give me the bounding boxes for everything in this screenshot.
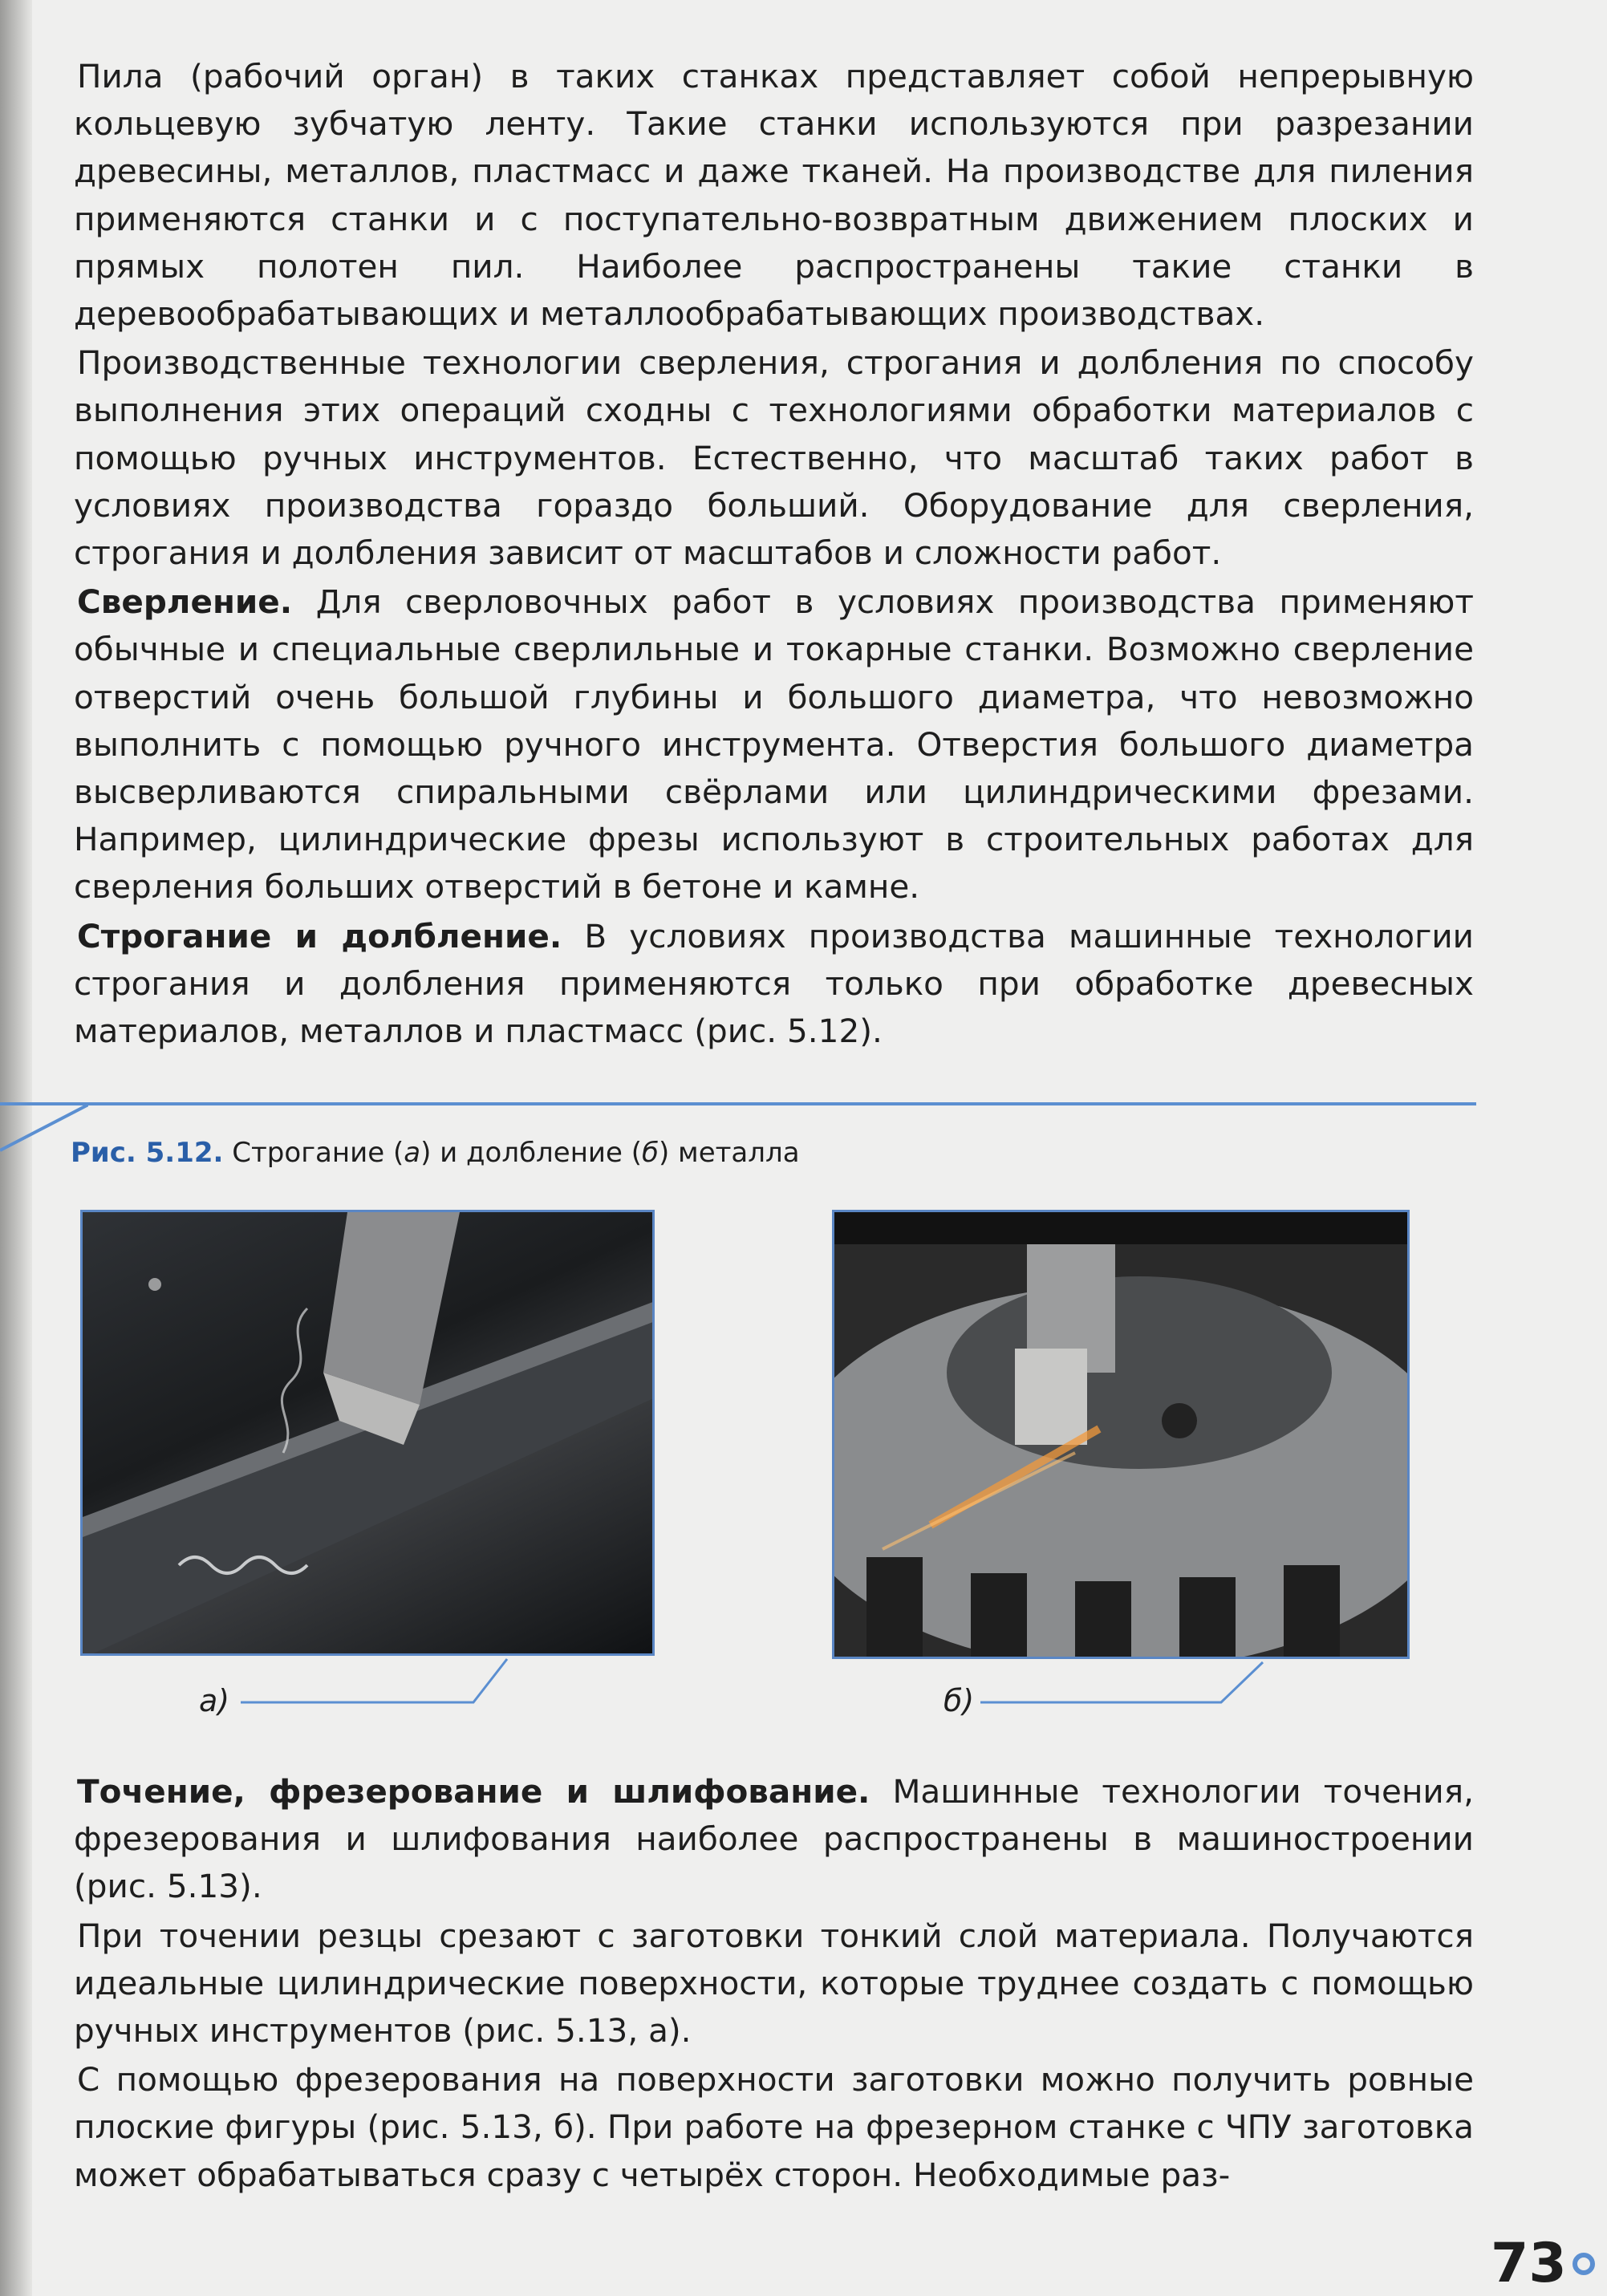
paragraph: Пила (рабочий орган) в таких станках представляет собой непрерывную кольцевую зубчатую ленту. Такие станки используются при разрезании древесины, металлов, пластмасс и даже тканей. На производстве для пиления применяются станки и с поступательно-возвратным движением плоских и прямых полотен пил. Наиболее распространены такие станки в деревообрабатывающих и металлообрабатывающих производствах. (74, 57, 1474, 334)
photo-planing-metal (80, 1210, 655, 1656)
page-number-marker (1573, 2253, 1595, 2275)
paragraph-planing (74, 913, 1474, 1056)
figure-label-a: а) (199, 1683, 230, 1718)
paragraph-drilling (74, 578, 1474, 911)
caption-letter-a: а (404, 1137, 421, 1169)
caption-text: Строгание ( (223, 1137, 404, 1169)
paragraph-text: Для сверловочных работ в условиях производства применяют обычные и специальные сверлильные и токарные станки. Возможно сверление отверстий очень большой глубины и большого диаметра, что невозможно выполнить с помощью ручного инструмента. Отверстия большого диаметра высверливаются спиральными свёрлами или цилиндрическими фрезами. Например, цилиндрические фрезы используют в строительных работах для сверления больших отверстий в бетоне и камне. (74, 582, 1474, 907)
label-b-leader-line (980, 1661, 1269, 1706)
paragraph-text: Машинные технологии точения, фрезерования и шлифования наиболее распространены в машиностроении (рис. 5.13). (74, 1772, 1474, 1906)
label-a-leader-line (241, 1657, 513, 1706)
paragraph: При точении резцы срезают с заготовки тонкий слой материала. Получаются идеальные цилиндрические поверхности, которые труднее создать с помощью ручных инструментов (рис. 5.13, а). (74, 1916, 1474, 2051)
planing-illustration (83, 1212, 655, 1656)
caption-letter-b: б (642, 1137, 659, 1169)
page-number: 73 (1491, 2232, 1567, 2295)
paragraph-text: В условиях производства машинные технологии строгания и долбления применяются только при обработке древесных материалов, металлов и пластмасс (рис. 5.12). (74, 916, 1474, 1051)
run-in-heading: Строгание и долбление. (77, 916, 562, 955)
run-in-heading: Сверление. (77, 582, 293, 622)
caption-text: ) металла (658, 1137, 800, 1169)
body-text-top (74, 53, 1474, 1055)
paragraph-turning (74, 1768, 1474, 1911)
run-in-heading: Точение, фрезерование и шлифование. (77, 1772, 870, 1811)
figure-number: Рис. 5.12. (71, 1137, 224, 1169)
figure-caption (71, 1134, 800, 1172)
caption-text: ) и долбление ( (420, 1137, 643, 1169)
paragraph: Производственные технологии сверления, строгания и долбления по способу выполнения этих операций сходны с технологиями обработки материалов с помощью ручных инструментов. Естественно, что масштаб таких работ в условиях производства гораздо больший. Оборудование для сверления, строгания и долбления зависит от масштабов и сложности работ. (74, 343, 1474, 573)
figure-label-b: б) (944, 1683, 975, 1718)
photo-slotting-metal (832, 1210, 1410, 1659)
slotting-illustration (834, 1212, 1410, 1659)
paragraph: С помощью фрезерования на поверхности заготовки можно получить ровные плоские фигуры (рис. 5.13, б). При работе на фрезерном станке с ЧПУ заготовка может обрабатываться сразу с четырёх сторон. Необходимые раз- (74, 2060, 1474, 2194)
figure-divider-line (0, 1102, 1476, 1105)
body-text-bottom (74, 1768, 1474, 2199)
